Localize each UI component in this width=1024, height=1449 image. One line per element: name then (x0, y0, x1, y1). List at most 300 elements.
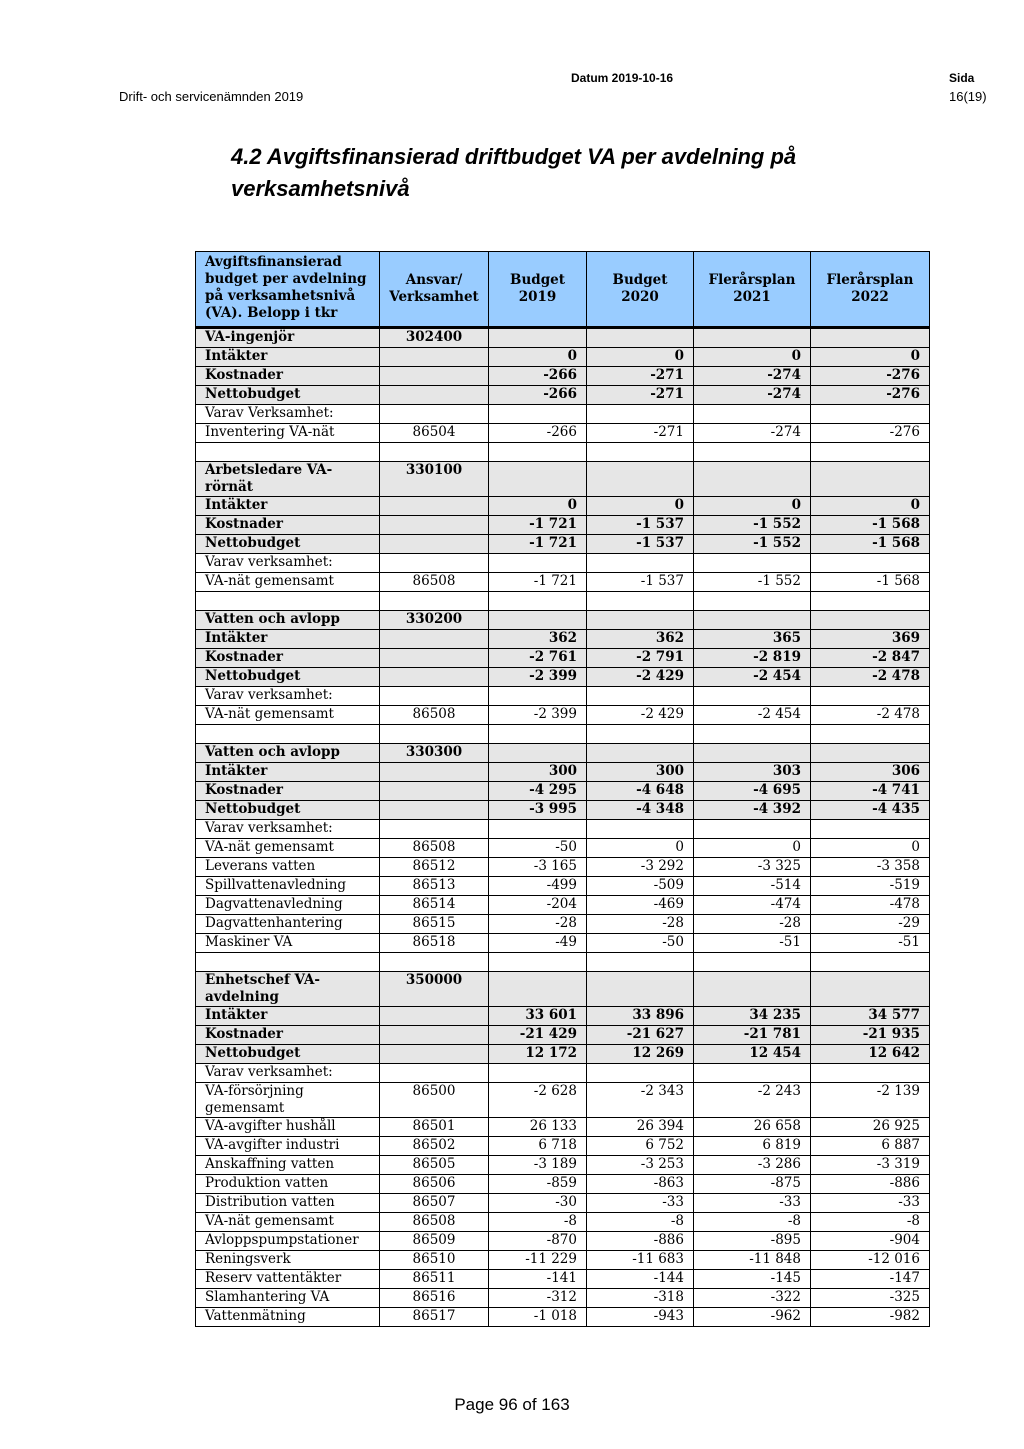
budget-2020-cell: 300 (587, 763, 694, 782)
plan-2021-cell: -962 (694, 1308, 811, 1327)
row-label-cell: Kostnader (196, 367, 380, 386)
budget-2019-cell: -49 (489, 934, 587, 953)
plan-2022-cell (811, 687, 930, 706)
budget-2020-cell: -943 (587, 1308, 694, 1327)
table-row (196, 1251, 930, 1270)
row-label-cell: Anskaffning vatten (196, 1156, 380, 1175)
row-label-cell: VA-nät gemensamt (196, 573, 380, 592)
ansvar-code-cell (380, 386, 489, 405)
table-row (196, 915, 930, 934)
plan-2022-cell (811, 725, 930, 744)
budget-2019-cell: -141 (489, 1270, 587, 1289)
plan-2021-cell: -51 (694, 934, 811, 953)
ansvar-code-cell: 86508 (380, 573, 489, 592)
budget-2020-cell: 0 (587, 348, 694, 367)
plan-2021-cell: -1 552 (694, 535, 811, 554)
plan-2021-cell: -274 (694, 367, 811, 386)
ansvar-code-cell: 86502 (380, 1137, 489, 1156)
plan-2021-cell (694, 820, 811, 839)
table-row (196, 1232, 930, 1251)
table-row (196, 405, 930, 424)
table-row (196, 497, 930, 516)
budget-2019-cell: -2 761 (489, 649, 587, 668)
budget-2019-cell: -3 995 (489, 801, 587, 820)
page-number: 16(19) (949, 89, 987, 104)
ansvar-code-cell (380, 763, 489, 782)
row-label-cell: Spillvattenavledning (196, 877, 380, 896)
plan-2022-cell (811, 554, 930, 573)
plan-2021-cell (694, 554, 811, 573)
budget-2020-cell: -21 627 (587, 1026, 694, 1045)
plan-2021-cell: -875 (694, 1175, 811, 1194)
table-row (196, 1118, 930, 1137)
budget-2020-cell (587, 744, 694, 763)
table-row (196, 1083, 930, 1118)
plan-2022-cell: -478 (811, 896, 930, 915)
table-row (196, 877, 930, 896)
row-label-cell: Nettobudget (196, 668, 380, 687)
table-row (196, 348, 930, 367)
plan-2022-cell: -2 478 (811, 668, 930, 687)
row-label-cell: Varav verksamhet: (196, 1064, 380, 1083)
column-header-plan-2021: Flerårsplan 2021 (694, 252, 811, 328)
table-header-row (196, 252, 930, 328)
table-row (196, 1175, 930, 1194)
budget-2019-cell: -1 721 (489, 535, 587, 554)
table-row (196, 424, 930, 443)
table-row (196, 554, 930, 573)
row-label-cell: Dagvattenhantering (196, 915, 380, 934)
table-row (196, 630, 930, 649)
budget-2020-cell: -28 (587, 915, 694, 934)
ansvar-code-cell (380, 687, 489, 706)
table-row (196, 858, 930, 877)
budget-2019-cell: 0 (489, 348, 587, 367)
row-label-cell: Vatten och avlopp (196, 611, 380, 630)
ansvar-code-cell (380, 782, 489, 801)
ansvar-code-cell (380, 1064, 489, 1083)
row-label-cell: Reningsverk (196, 1251, 380, 1270)
budget-2019-cell (489, 611, 587, 630)
budget-2019-cell: 6 718 (489, 1137, 587, 1156)
ansvar-code-cell (380, 1026, 489, 1045)
table-row (196, 706, 930, 725)
plan-2022-cell: -2 139 (811, 1083, 930, 1118)
plan-2021-cell (694, 328, 811, 348)
budget-2020-cell: 0 (587, 497, 694, 516)
budget-2019-cell: -4 295 (489, 782, 587, 801)
ansvar-code-cell: 86508 (380, 839, 489, 858)
budget-2019-cell: 26 133 (489, 1118, 587, 1137)
plan-2021-cell (694, 725, 811, 744)
budget-2020-cell: 0 (587, 839, 694, 858)
plan-2022-cell: -29 (811, 915, 930, 934)
row-label-cell: Produktion vatten (196, 1175, 380, 1194)
plan-2021-cell (694, 611, 811, 630)
table-row (196, 1156, 930, 1175)
row-label-cell: Vatten och avlopp (196, 744, 380, 763)
ansvar-code-cell: 86512 (380, 858, 489, 877)
plan-2021-cell: -1 552 (694, 573, 811, 592)
budget-2020-cell: 12 269 (587, 1045, 694, 1064)
plan-2022-cell (811, 972, 930, 1007)
budget-2020-cell: -1 537 (587, 535, 694, 554)
budget-2019-cell: -50 (489, 839, 587, 858)
row-label-cell: Nettobudget (196, 801, 380, 820)
plan-2021-cell: -21 781 (694, 1026, 811, 1045)
plan-2022-cell: -12 016 (811, 1251, 930, 1270)
document-date: Datum 2019-10-16 (571, 71, 674, 85)
row-label-cell: Leverans vatten (196, 858, 380, 877)
plan-2022-cell: 0 (811, 839, 930, 858)
row-label-cell: Kostnader (196, 1026, 380, 1045)
budget-2019-cell (489, 328, 587, 348)
table-row (196, 934, 930, 953)
ansvar-code-cell: 302400 (380, 328, 489, 348)
ansvar-code-cell (380, 953, 489, 972)
row-label-cell (196, 953, 380, 972)
plan-2022-cell: 369 (811, 630, 930, 649)
ansvar-code-cell: 330300 (380, 744, 489, 763)
ansvar-code-cell: 330100 (380, 462, 489, 497)
plan-2022-cell (811, 611, 930, 630)
row-label-cell: Varav verksamhet: (196, 820, 380, 839)
row-label-cell: Enhetschef VA-avdelning (196, 972, 380, 1007)
plan-2022-cell: -904 (811, 1232, 930, 1251)
plan-2021-cell (694, 687, 811, 706)
table-row (196, 1270, 930, 1289)
plan-2022-cell: -519 (811, 877, 930, 896)
ansvar-code-cell: 86501 (380, 1118, 489, 1137)
plan-2022-cell (811, 443, 930, 462)
budget-2020-cell: -4 648 (587, 782, 694, 801)
budget-2019-cell: -266 (489, 386, 587, 405)
budget-2019-cell (489, 744, 587, 763)
row-label-cell: Kostnader (196, 782, 380, 801)
budget-2020-cell: -271 (587, 424, 694, 443)
table-row (196, 782, 930, 801)
table-row (196, 1026, 930, 1045)
ansvar-code-cell: 86511 (380, 1270, 489, 1289)
budget-2019-cell: -1 721 (489, 516, 587, 535)
ansvar-code-cell (380, 592, 489, 611)
budget-2019-cell (489, 554, 587, 573)
ansvar-code-cell: 86500 (380, 1083, 489, 1118)
row-label-cell: VA-nät gemensamt (196, 839, 380, 858)
row-label-cell: Vattenmätning (196, 1308, 380, 1327)
row-label-cell: Intäkter (196, 763, 380, 782)
budget-2020-cell (587, 405, 694, 424)
budget-2019-cell (489, 972, 587, 1007)
plan-2022-cell: 26 925 (811, 1118, 930, 1137)
budget-2020-cell: -33 (587, 1194, 694, 1213)
ansvar-code-cell: 350000 (380, 972, 489, 1007)
budget-2020-cell: -50 (587, 934, 694, 953)
page-footer: Page 96 of 163 (454, 1395, 570, 1414)
budget-2019-cell: -266 (489, 367, 587, 386)
table-row (196, 725, 930, 744)
plan-2021-cell: -28 (694, 915, 811, 934)
ansvar-code-cell: 86518 (380, 934, 489, 953)
budget-2020-cell: 362 (587, 630, 694, 649)
budget-2020-cell: -863 (587, 1175, 694, 1194)
ansvar-code-cell (380, 516, 489, 535)
budget-2020-cell: -3 253 (587, 1156, 694, 1175)
table-row (196, 801, 930, 820)
budget-2020-cell (587, 725, 694, 744)
ansvar-code-cell (380, 1045, 489, 1064)
plan-2021-cell (694, 1064, 811, 1083)
row-label-cell: Varav Verksamhet: (196, 405, 380, 424)
plan-2022-cell: -276 (811, 386, 930, 405)
plan-2021-cell: -4 695 (694, 782, 811, 801)
budget-2019-cell: -3 165 (489, 858, 587, 877)
row-label-cell: Nettobudget (196, 386, 380, 405)
plan-2022-cell (811, 820, 930, 839)
plan-2022-cell: -8 (811, 1213, 930, 1232)
plan-2021-cell (694, 405, 811, 424)
table-row (196, 1045, 930, 1064)
table-row (196, 839, 930, 858)
budget-2020-cell: -1 537 (587, 573, 694, 592)
table-row (196, 535, 930, 554)
plan-2022-cell: -2 478 (811, 706, 930, 725)
plan-2021-cell: 12 454 (694, 1045, 811, 1064)
row-label-cell: Varav verksamhet: (196, 687, 380, 706)
plan-2021-cell: -4 392 (694, 801, 811, 820)
plan-2021-cell: 34 235 (694, 1007, 811, 1026)
row-label-cell (196, 725, 380, 744)
plan-2021-cell (694, 953, 811, 972)
budget-2019-cell: -870 (489, 1232, 587, 1251)
budget-2020-cell (587, 554, 694, 573)
document-department: Drift- och servicenämnden 2019 (119, 89, 304, 104)
budget-2020-cell: -509 (587, 877, 694, 896)
budget-2019-cell: -266 (489, 424, 587, 443)
ansvar-code-cell (380, 405, 489, 424)
row-label-cell (196, 443, 380, 462)
row-label-cell: Kostnader (196, 516, 380, 535)
plan-2022-cell: -3 319 (811, 1156, 930, 1175)
row-label-cell: VA-avgifter industri (196, 1137, 380, 1156)
table-row (196, 386, 930, 405)
row-label-cell: Intäkter (196, 1007, 380, 1026)
table-row (196, 1308, 930, 1327)
plan-2021-cell: -895 (694, 1232, 811, 1251)
budget-2019-cell: -499 (489, 877, 587, 896)
row-label-cell (196, 592, 380, 611)
row-label-cell: Kostnader (196, 649, 380, 668)
table-row (196, 972, 930, 1007)
budget-2020-cell: -318 (587, 1289, 694, 1308)
budget-2019-cell: -204 (489, 896, 587, 915)
budget-2020-cell: -2 429 (587, 706, 694, 725)
plan-2022-cell: -982 (811, 1308, 930, 1327)
ansvar-code-cell: 86514 (380, 896, 489, 915)
plan-2021-cell: -2 243 (694, 1083, 811, 1118)
budget-2020-cell: 33 896 (587, 1007, 694, 1026)
row-label-cell: Dagvattenavledning (196, 896, 380, 915)
budget-2019-cell: -11 229 (489, 1251, 587, 1270)
plan-2022-cell (811, 953, 930, 972)
row-label-cell: VA-försörjning gemensamt (196, 1083, 380, 1118)
ansvar-code-cell: 86516 (380, 1289, 489, 1308)
plan-2022-cell: -4 741 (811, 782, 930, 801)
ansvar-code-cell: 86504 (380, 424, 489, 443)
table-body (196, 328, 930, 1327)
budget-2020-cell (587, 328, 694, 348)
budget-2019-cell (489, 443, 587, 462)
plan-2021-cell (694, 592, 811, 611)
row-label-cell: Nettobudget (196, 535, 380, 554)
plan-2021-cell: 26 658 (694, 1118, 811, 1137)
ansvar-code-cell (380, 649, 489, 668)
budget-2020-cell (587, 592, 694, 611)
row-label-cell: Arbetsledare VA-rörnät (196, 462, 380, 497)
budget-2019-cell: -2 399 (489, 706, 587, 725)
plan-2022-cell: 0 (811, 497, 930, 516)
budget-2020-cell: -4 348 (587, 801, 694, 820)
budget-2019-cell (489, 405, 587, 424)
budget-2020-cell (587, 611, 694, 630)
budget-2020-cell: 26 394 (587, 1118, 694, 1137)
ansvar-code-cell (380, 630, 489, 649)
budget-2019-cell (489, 820, 587, 839)
plan-2021-cell: -2 454 (694, 668, 811, 687)
budget-2020-cell (587, 687, 694, 706)
section-heading (231, 141, 951, 205)
section-heading-line2: verksamhetsnivå (231, 176, 410, 201)
budget-2020-cell: -271 (587, 386, 694, 405)
row-label-cell: Varav verksamhet: (196, 554, 380, 573)
table-row (196, 763, 930, 782)
plan-2022-cell (811, 592, 930, 611)
budget-2020-cell: -886 (587, 1232, 694, 1251)
ansvar-code-cell (380, 820, 489, 839)
budget-2019-cell: -21 429 (489, 1026, 587, 1045)
budget-2020-cell: -271 (587, 367, 694, 386)
budget-2020-cell (587, 972, 694, 1007)
plan-2022-cell: -4 435 (811, 801, 930, 820)
table-row (196, 820, 930, 839)
budget-2019-cell: 33 601 (489, 1007, 587, 1026)
budget-2020-cell (587, 1064, 694, 1083)
ansvar-code-cell (380, 367, 489, 386)
ansvar-code-cell: 86510 (380, 1251, 489, 1270)
budget-2019-cell: 0 (489, 497, 587, 516)
plan-2022-cell: -3 358 (811, 858, 930, 877)
plan-2021-cell: -274 (694, 386, 811, 405)
ansvar-code-cell: 86509 (380, 1232, 489, 1251)
ansvar-code-cell (380, 668, 489, 687)
row-label-cell: Nettobudget (196, 1045, 380, 1064)
plan-2022-cell: -33 (811, 1194, 930, 1213)
table-row (196, 592, 930, 611)
page-label: Sida (949, 71, 975, 85)
plan-2021-cell: -145 (694, 1270, 811, 1289)
plan-2021-cell: -33 (694, 1194, 811, 1213)
plan-2021-cell: -2 454 (694, 706, 811, 725)
budget-2020-cell (587, 462, 694, 497)
budget-2019-cell: 300 (489, 763, 587, 782)
table-row (196, 896, 930, 915)
row-label-cell: Maskiner VA (196, 934, 380, 953)
table-row (196, 516, 930, 535)
plan-2022-cell: -1 568 (811, 516, 930, 535)
plan-2022-cell: 12 642 (811, 1045, 930, 1064)
plan-2022-cell (811, 405, 930, 424)
table-row (196, 462, 930, 497)
budget-2019-cell: -859 (489, 1175, 587, 1194)
plan-2021-cell (694, 443, 811, 462)
ansvar-code-cell: 330200 (380, 611, 489, 630)
row-label-cell: Distribution vatten (196, 1194, 380, 1213)
row-label-cell: VA-avgifter hushåll (196, 1118, 380, 1137)
plan-2021-cell: -1 552 (694, 516, 811, 535)
budget-2019-cell (489, 462, 587, 497)
table-row (196, 1213, 930, 1232)
plan-2021-cell: -322 (694, 1289, 811, 1308)
table-row (196, 668, 930, 687)
table-row (196, 744, 930, 763)
plan-2021-cell (694, 744, 811, 763)
plan-2022-cell: -886 (811, 1175, 930, 1194)
row-label-cell: Intäkter (196, 348, 380, 367)
section-heading-line1: 4.2 Avgiftsfinansierad driftbudget VA per avdelning på (231, 144, 797, 169)
column-header-plan-2022: Flerårsplan 2022 (811, 252, 930, 328)
table-row (196, 1137, 930, 1156)
row-label-cell: Slamhantering VA (196, 1289, 380, 1308)
budget-2019-cell: -3 189 (489, 1156, 587, 1175)
plan-2022-cell (811, 328, 930, 348)
budget-2019-cell: -312 (489, 1289, 587, 1308)
plan-2021-cell: -3 325 (694, 858, 811, 877)
budget-table (195, 251, 930, 1327)
plan-2022-cell: -51 (811, 934, 930, 953)
budget-2019-cell: -8 (489, 1213, 587, 1232)
column-header-ansvar: Ansvar/ Verksamhet (380, 252, 489, 328)
row-label-cell: Inventering VA-nät (196, 424, 380, 443)
budget-2020-cell: -8 (587, 1213, 694, 1232)
budget-2020-cell: -11 683 (587, 1251, 694, 1270)
plan-2022-cell: -1 568 (811, 535, 930, 554)
budget-2019-cell: -28 (489, 915, 587, 934)
plan-2022-cell: 34 577 (811, 1007, 930, 1026)
budget-2019-cell: 362 (489, 630, 587, 649)
plan-2021-cell: -8 (694, 1213, 811, 1232)
budget-2020-cell (587, 820, 694, 839)
budget-2020-cell: -2 343 (587, 1083, 694, 1118)
table-row (196, 1007, 930, 1026)
budget-2020-cell: -2 791 (587, 649, 694, 668)
budget-2019-cell (489, 1064, 587, 1083)
ansvar-code-cell: 86507 (380, 1194, 489, 1213)
ansvar-code-cell (380, 348, 489, 367)
ansvar-code-cell (380, 535, 489, 554)
budget-2019-cell (489, 592, 587, 611)
plan-2022-cell: -2 847 (811, 649, 930, 668)
budget-2019-cell: -1 721 (489, 573, 587, 592)
column-header-budget-2020: Budget 2020 (587, 252, 694, 328)
table-row (196, 443, 930, 462)
plan-2021-cell: -474 (694, 896, 811, 915)
table-row (196, 367, 930, 386)
plan-2022-cell: -276 (811, 367, 930, 386)
plan-2022-cell: 306 (811, 763, 930, 782)
column-header-budget-2019: Budget 2019 (489, 252, 587, 328)
table-row (196, 953, 930, 972)
ansvar-code-cell: 86508 (380, 1213, 489, 1232)
